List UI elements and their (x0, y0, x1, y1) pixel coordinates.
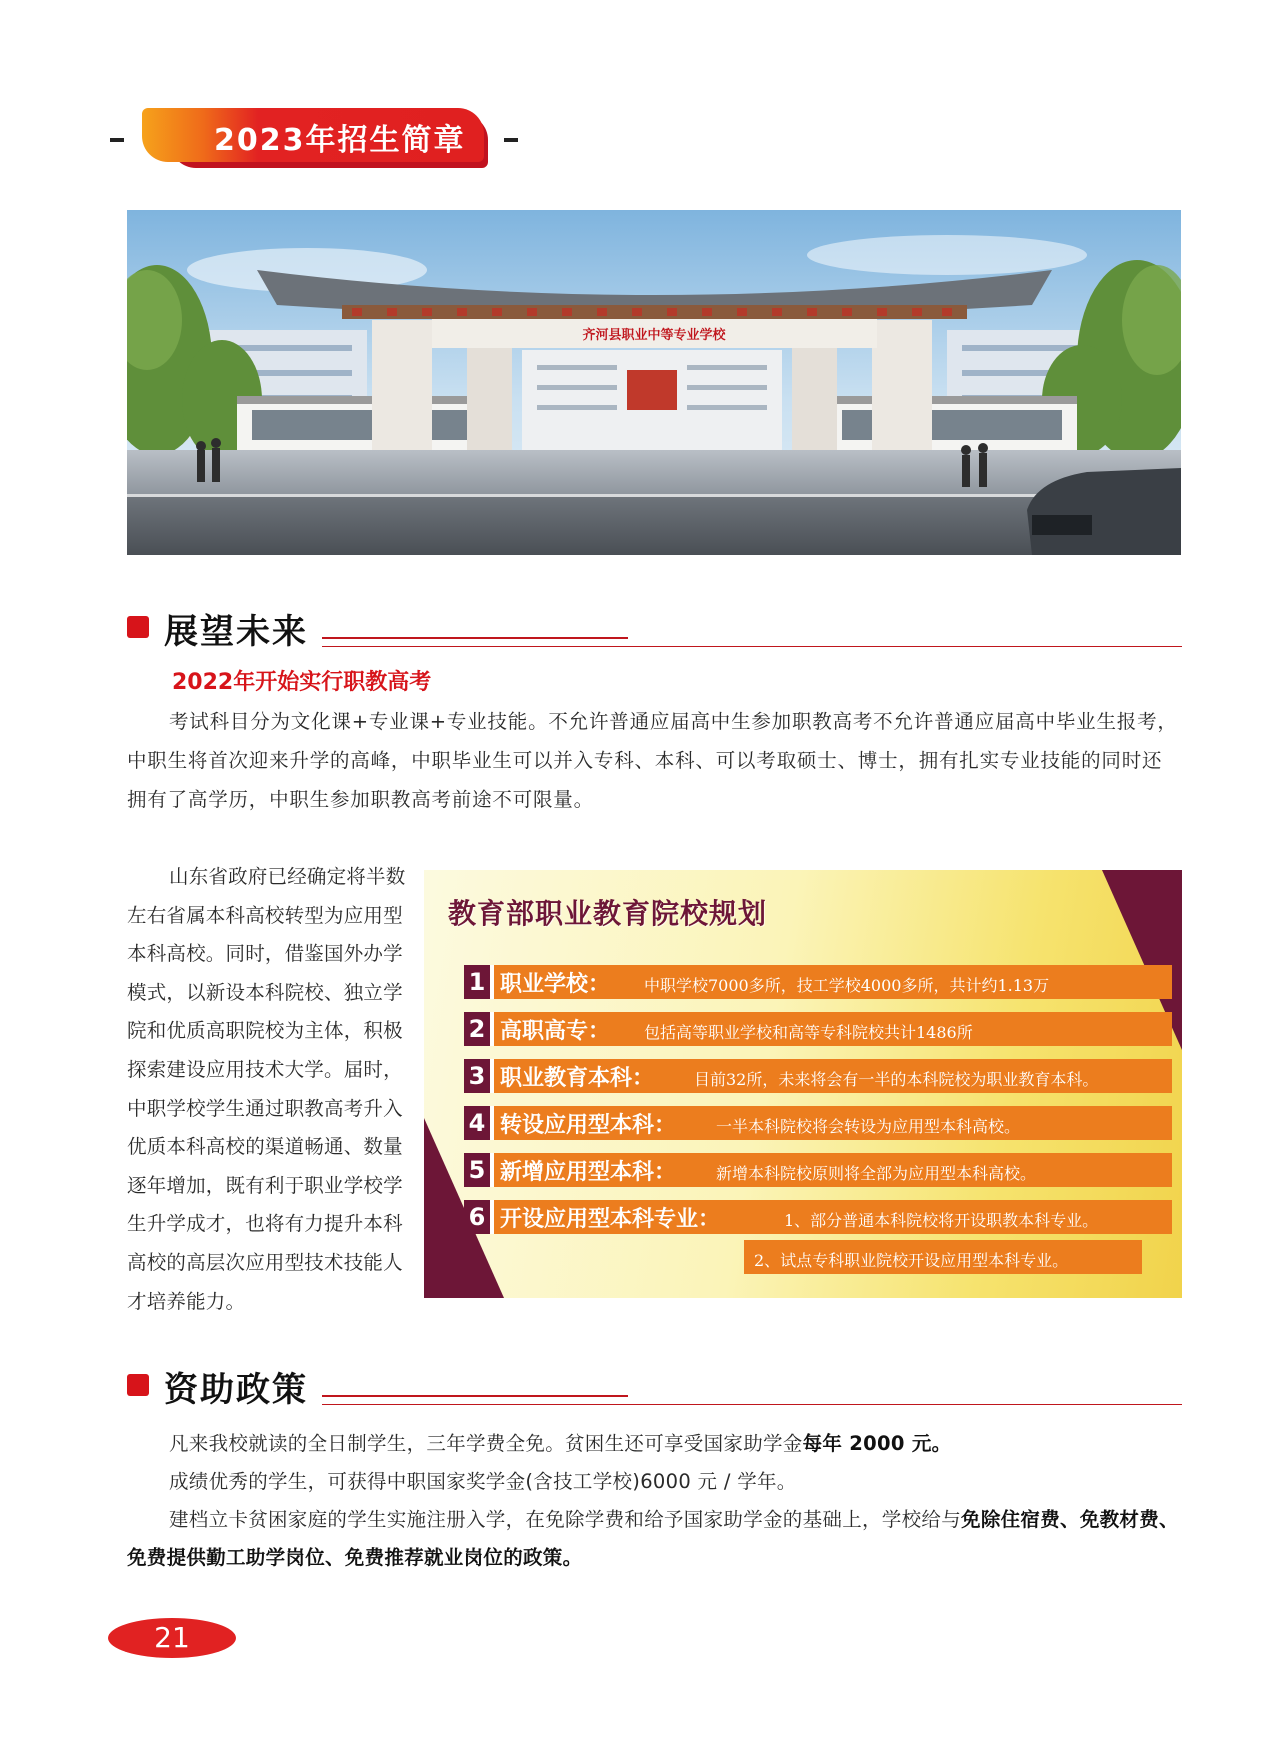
section2-title: 资助政策 (164, 1370, 308, 1410)
row-label: 职业教育本科： (500, 1066, 655, 1091)
row-number: 2 (464, 1012, 490, 1046)
header-banner (142, 108, 488, 168)
row-label: 高职高专： (500, 1019, 611, 1044)
section2-rule-thick (322, 1395, 628, 1397)
plan-row-5 (464, 1153, 1182, 1187)
row-bar (744, 1240, 1142, 1274)
row-desc: 新增本科院校原则将全部为应用型本科高校。 (716, 1164, 1037, 1183)
page-title: 2023年招生简章 (214, 123, 466, 158)
page-number: 21 (108, 1618, 236, 1658)
section1-rule-thin (322, 646, 1182, 647)
row-desc: 一半本科院校将会转设为应用型本科高校。 (716, 1117, 1021, 1136)
gate-sign-text: 齐河县职业中等专业学校 (582, 328, 726, 343)
aid-line-1-text: 凡来我校就读的全日制学生，三年学费全免。贫困生还可享受国家助学金 (169, 1432, 803, 1455)
plan-row-6 (464, 1200, 1182, 1234)
plan-row-4 (464, 1106, 1182, 1140)
row-desc: 中职学校7000多所，技工学校4000多所，共计约1.13万 (644, 976, 1050, 995)
row-desc: 1、部分普通本科院校将开设职教本科专业。 (784, 1211, 1099, 1230)
row-number: 3 (464, 1059, 490, 1093)
row-bar (490, 1106, 1172, 1140)
plan-row-1 (464, 965, 1182, 999)
plan-row-3 (464, 1059, 1182, 1093)
section1-title: 展望未来 (164, 612, 308, 652)
aid-line-1 (127, 1425, 1181, 1463)
row-bar (490, 965, 1172, 999)
panel-title: 教育部职业教育院校规划 (448, 897, 768, 930)
row-number: 4 (464, 1106, 490, 1140)
section2-marker (127, 1374, 149, 1396)
plan-row-2 (464, 1012, 1182, 1046)
aid-line-3 (127, 1501, 1181, 1577)
row-number: 6 (464, 1200, 490, 1234)
row-label: 职业学校： (500, 972, 611, 997)
row-number: 1 (464, 965, 490, 999)
aid-line-1-bold: 每年 2000 元。 (802, 1432, 952, 1455)
row-bar (490, 1059, 1172, 1093)
plan-row-6-continued (744, 1240, 1142, 1274)
section1-paragraph1: 考试科目分为文化课+专业课+专业技能。不允许普通应届高中生参加职教高考不允许普通应届高中毕业生报考，中职生将首次迎来升学的高峰，中职毕业生可以并入专科、本科、可以考取硕士、博士，拥有扎实专业技能的同时还拥有了高学历，中职生参加职教高考前途不可限量。 (127, 710, 1178, 811)
aid-line-2 (127, 1463, 1181, 1501)
row-bar (490, 1012, 1172, 1046)
row-desc: 目前32所，未来将会有一半的本科院校为职业教育本科。 (694, 1070, 1099, 1089)
row-desc: 包括高等职业学校和高等专科院校共计1486所 (644, 1023, 973, 1042)
aid-line-3-bold: 免除住宿费、免教材费、免费提供勤工助学岗位、免费推荐就业岗位的政策。 (127, 1508, 1179, 1569)
row-label: 开设应用型本科专业： (500, 1207, 721, 1232)
vocational-plan-panel (424, 870, 1182, 1298)
row-label: 新增应用型本科： (500, 1160, 677, 1185)
section1-rule-thick (322, 637, 628, 639)
aid-line-2-text: 成绩优秀的学生，可获得中职国家奖学金(含技工学校)6000 元 / 学年。 (169, 1470, 797, 1493)
row-desc: 2、试点专科职业院校开设应用型本科专业。 (754, 1251, 1069, 1270)
section1-paragraph2: 山东省政府已经确定将半数左右省属本科高校转型为应用型本科高校。同时，借鉴国外办学模式，以新设本科院校、独立学院和优质高职院校为主体，积极探索建设应用技术大学。届时，中职学校学生通过职教高考升入优质本科高校的渠道畅通、数量逐年增加，既有利于职业学校学生升学成才，也将有力提升本科高校的高层次应用型技术技能人才培养能力。 (127, 865, 406, 1313)
row-bar (490, 1153, 1172, 1187)
section1-marker (127, 616, 149, 638)
school-gate-illustration (127, 210, 1181, 555)
aid-line-3-text: 建档立卡贫困家庭的学生实施注册入学，在免除学费和给予国家助学金的基础上，学校给与 (169, 1508, 962, 1531)
section2-rule-thin (322, 1404, 1182, 1405)
row-number: 5 (464, 1153, 490, 1187)
row-label: 转设应用型本科： (500, 1113, 677, 1138)
school-gate-photo (127, 210, 1181, 555)
header-dash-right (504, 138, 518, 142)
header-dash-left (110, 138, 124, 142)
section1-subtitle: 2022年开始实行职教高考 (172, 670, 432, 695)
row-bar (490, 1200, 1172, 1234)
